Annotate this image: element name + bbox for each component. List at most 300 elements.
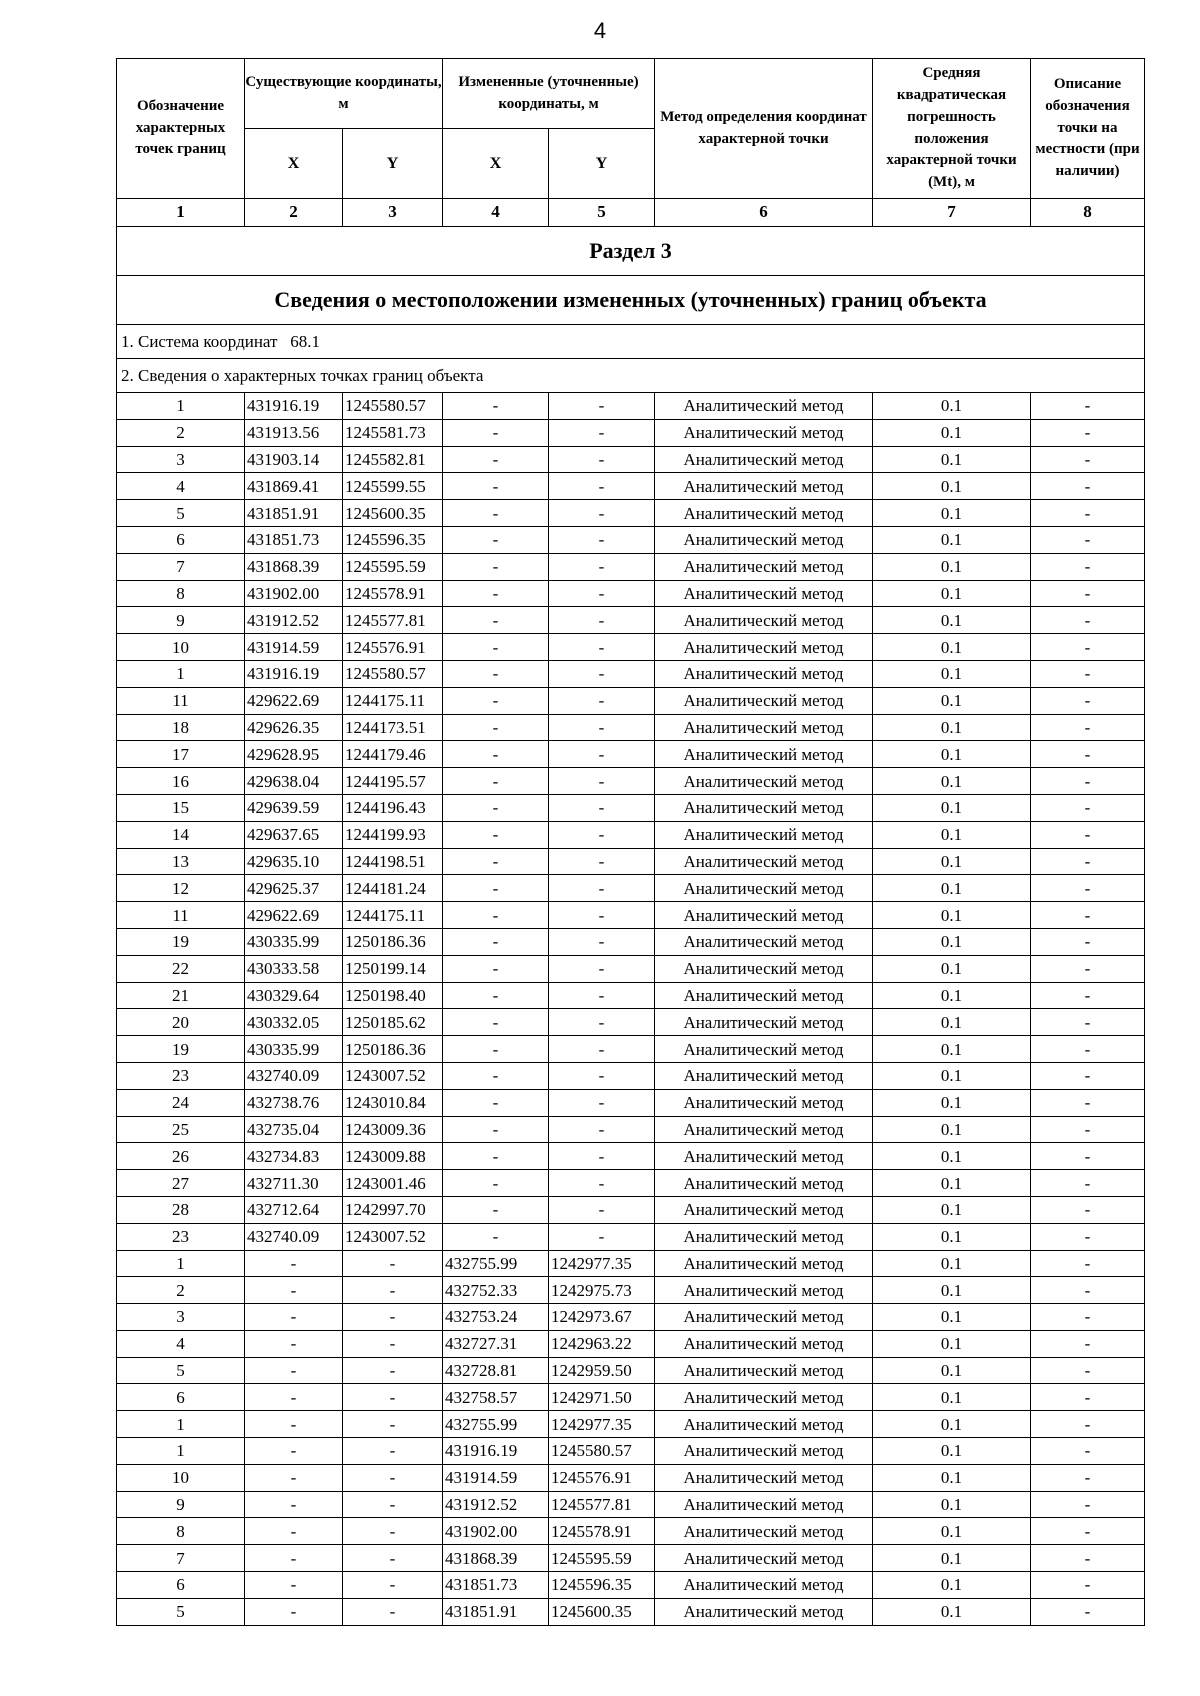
changed-x-cell: - <box>443 607 549 634</box>
header-mean-error: Средняя квадратическая погрешность положения характерной точки (Mt), м <box>873 59 1031 199</box>
header-existing-x: X <box>245 129 343 199</box>
point-id-cell: 9 <box>117 607 245 634</box>
existing-x-cell: 430335.99 <box>245 928 343 955</box>
existing-y-cell: - <box>343 1384 443 1411</box>
mean-error-cell: 0.1 <box>873 553 1031 580</box>
mean-error-cell: 0.1 <box>873 473 1031 500</box>
changed-y-cell: - <box>549 714 655 741</box>
existing-y-cell: 1250185.62 <box>343 1009 443 1036</box>
existing-y-cell: 1244199.93 <box>343 821 443 848</box>
description-cell: - <box>1031 1116 1145 1143</box>
table-row <box>117 634 1145 661</box>
method-cell: Аналитический метод <box>655 446 873 473</box>
description-cell: - <box>1031 1009 1145 1036</box>
method-cell: Аналитический метод <box>655 1036 873 1063</box>
method-cell: Аналитический метод <box>655 1572 873 1599</box>
changed-y-cell: - <box>549 607 655 634</box>
table-row <box>117 1518 1145 1545</box>
method-cell: Аналитический метод <box>655 1009 873 1036</box>
description-cell: - <box>1031 660 1145 687</box>
table-row <box>117 821 1145 848</box>
existing-y-cell: 1245576.91 <box>343 634 443 661</box>
point-id-cell: 11 <box>117 687 245 714</box>
point-id-cell: 16 <box>117 768 245 795</box>
table-row <box>117 768 1145 795</box>
changed-x-cell: - <box>443 848 549 875</box>
point-id-cell: 14 <box>117 821 245 848</box>
existing-y-cell: 1244181.24 <box>343 875 443 902</box>
method-cell: Аналитический метод <box>655 1518 873 1545</box>
mean-error-cell: 0.1 <box>873 500 1031 527</box>
table-row <box>117 1089 1145 1116</box>
existing-x-cell: 429622.69 <box>245 687 343 714</box>
point-id-cell: 2 <box>117 1277 245 1304</box>
existing-x-cell: 429628.95 <box>245 741 343 768</box>
changed-x-cell: - <box>443 473 549 500</box>
existing-y-cell: - <box>343 1330 443 1357</box>
existing-x-cell: - <box>245 1464 343 1491</box>
changed-y-cell: - <box>549 821 655 848</box>
table-row <box>117 1143 1145 1170</box>
changed-x-cell: - <box>443 687 549 714</box>
table-row <box>117 446 1145 473</box>
changed-x-cell: - <box>443 580 549 607</box>
changed-x-cell: 431902.00 <box>443 1518 549 1545</box>
description-cell: - <box>1031 821 1145 848</box>
coord-system-value: 68.1 <box>290 332 320 351</box>
page-number: 4 <box>593 18 607 43</box>
description-cell: - <box>1031 1089 1145 1116</box>
table-row <box>117 875 1145 902</box>
column-number: 2 <box>245 199 343 227</box>
changed-x-cell: - <box>443 526 549 553</box>
changed-y-cell: 1242959.50 <box>549 1357 655 1384</box>
table-row <box>117 1464 1145 1491</box>
existing-x-cell: - <box>245 1384 343 1411</box>
description-cell: - <box>1031 687 1145 714</box>
existing-y-cell: - <box>343 1411 443 1438</box>
existing-x-cell: 430332.05 <box>245 1009 343 1036</box>
mean-error-cell: 0.1 <box>873 982 1031 1009</box>
existing-y-cell: 1243001.46 <box>343 1170 443 1197</box>
mean-error-cell: 0.1 <box>873 902 1031 929</box>
existing-y-cell: - <box>343 1250 443 1277</box>
existing-y-cell: - <box>343 1357 443 1384</box>
existing-x-cell: 431916.19 <box>245 393 343 420</box>
existing-x-cell: 429637.65 <box>245 821 343 848</box>
point-id-cell: 21 <box>117 982 245 1009</box>
changed-y-cell: - <box>549 1116 655 1143</box>
table-row <box>117 526 1145 553</box>
description-cell: - <box>1031 1330 1145 1357</box>
table-row <box>117 1277 1145 1304</box>
existing-x-cell: 429639.59 <box>245 794 343 821</box>
existing-x-cell: 430329.64 <box>245 982 343 1009</box>
mean-error-cell: 0.1 <box>873 1170 1031 1197</box>
point-id-cell: 6 <box>117 526 245 553</box>
changed-y-cell: 1245576.91 <box>549 1464 655 1491</box>
method-cell: Аналитический метод <box>655 1143 873 1170</box>
changed-y-cell: - <box>549 687 655 714</box>
header-changed-coords: Измененные (уточненные) координаты, м <box>443 59 655 129</box>
changed-y-cell: - <box>549 1196 655 1223</box>
method-cell: Аналитический метод <box>655 1089 873 1116</box>
description-cell: - <box>1031 1464 1145 1491</box>
existing-y-cell: - <box>343 1545 443 1572</box>
mean-error-cell: 0.1 <box>873 1384 1031 1411</box>
header-point-designation: Обозначение характерных точек границ <box>117 59 245 199</box>
description-cell: - <box>1031 714 1145 741</box>
point-id-cell: 19 <box>117 1036 245 1063</box>
description-cell: - <box>1031 1250 1145 1277</box>
table-row <box>117 1196 1145 1223</box>
changed-x-cell: - <box>443 660 549 687</box>
point-id-cell: 1 <box>117 1411 245 1438</box>
existing-x-cell: - <box>245 1304 343 1331</box>
changed-x-cell: 431914.59 <box>443 1464 549 1491</box>
point-id-cell: 24 <box>117 1089 245 1116</box>
changed-x-cell: - <box>443 928 549 955</box>
column-number: 8 <box>1031 199 1145 227</box>
description-cell: - <box>1031 446 1145 473</box>
existing-y-cell: 1245599.55 <box>343 473 443 500</box>
changed-x-cell: - <box>443 982 549 1009</box>
point-id-cell: 6 <box>117 1384 245 1411</box>
method-cell: Аналитический метод <box>655 1116 873 1143</box>
description-cell: - <box>1031 1062 1145 1089</box>
changed-y-cell: - <box>549 1036 655 1063</box>
existing-y-cell: 1245582.81 <box>343 446 443 473</box>
description-cell: - <box>1031 1438 1145 1465</box>
changed-x-cell: 432727.31 <box>443 1330 549 1357</box>
method-cell: Аналитический метод <box>655 1598 873 1625</box>
mean-error-cell: 0.1 <box>873 1411 1031 1438</box>
existing-y-cell: 1245595.59 <box>343 553 443 580</box>
changed-y-cell: - <box>549 1062 655 1089</box>
point-id-cell: 9 <box>117 1491 245 1518</box>
existing-y-cell: 1243007.52 <box>343 1062 443 1089</box>
mean-error-cell: 0.1 <box>873 607 1031 634</box>
table-row <box>117 928 1145 955</box>
method-cell: Аналитический метод <box>655 955 873 982</box>
changed-x-cell: 432728.81 <box>443 1357 549 1384</box>
existing-x-cell: 431913.56 <box>245 419 343 446</box>
description-cell: - <box>1031 1491 1145 1518</box>
points-heading-row <box>117 359 1145 393</box>
existing-y-cell: 1245577.81 <box>343 607 443 634</box>
existing-y-cell: 1244198.51 <box>343 848 443 875</box>
method-cell: Аналитический метод <box>655 1277 873 1304</box>
description-cell: - <box>1031 580 1145 607</box>
method-cell: Аналитический метод <box>655 580 873 607</box>
table-body <box>117 393 1145 1626</box>
changed-y-cell: 1242963.22 <box>549 1330 655 1357</box>
existing-x-cell: - <box>245 1250 343 1277</box>
point-id-cell: 25 <box>117 1116 245 1143</box>
changed-y-cell: - <box>549 580 655 607</box>
mean-error-cell: 0.1 <box>873 1116 1031 1143</box>
point-id-cell: 6 <box>117 1572 245 1599</box>
mean-error-cell: 0.1 <box>873 1062 1031 1089</box>
changed-y-cell: 1245580.57 <box>549 1438 655 1465</box>
existing-y-cell: 1245578.91 <box>343 580 443 607</box>
method-cell: Аналитический метод <box>655 526 873 553</box>
changed-y-cell: - <box>549 634 655 661</box>
description-cell: - <box>1031 500 1145 527</box>
method-cell: Аналитический метод <box>655 794 873 821</box>
existing-x-cell: 432734.83 <box>245 1143 343 1170</box>
table-row <box>117 1223 1145 1250</box>
existing-y-cell: - <box>343 1277 443 1304</box>
changed-y-cell: - <box>549 473 655 500</box>
header-changed-y: Y <box>549 129 655 199</box>
changed-y-cell: - <box>549 1170 655 1197</box>
mean-error-cell: 0.1 <box>873 741 1031 768</box>
method-cell: Аналитический метод <box>655 687 873 714</box>
mean-error-cell: 0.1 <box>873 687 1031 714</box>
point-id-cell: 23 <box>117 1223 245 1250</box>
mean-error-cell: 0.1 <box>873 848 1031 875</box>
existing-x-cell: 429638.04 <box>245 768 343 795</box>
method-cell: Аналитический метод <box>655 1384 873 1411</box>
changed-y-cell: - <box>549 928 655 955</box>
header-changed-x: X <box>443 129 549 199</box>
method-cell: Аналитический метод <box>655 1223 873 1250</box>
changed-x-cell: 431851.91 <box>443 1598 549 1625</box>
mean-error-cell: 0.1 <box>873 1572 1031 1599</box>
changed-x-cell: - <box>443 1062 549 1089</box>
description-cell: - <box>1031 928 1145 955</box>
method-cell: Аналитический метод <box>655 553 873 580</box>
existing-x-cell: - <box>245 1545 343 1572</box>
existing-y-cell: - <box>343 1518 443 1545</box>
points-heading: 2. Сведения о характерных точках границ объекта <box>117 359 1145 393</box>
point-id-cell: 12 <box>117 875 245 902</box>
description-cell: - <box>1031 875 1145 902</box>
description-cell: - <box>1031 982 1145 1009</box>
changed-x-cell: - <box>443 875 549 902</box>
column-number: 1 <box>117 199 245 227</box>
method-cell: Аналитический метод <box>655 607 873 634</box>
table-row <box>117 1384 1145 1411</box>
existing-x-cell: 431868.39 <box>245 553 343 580</box>
table-row <box>117 1116 1145 1143</box>
table-row <box>117 955 1145 982</box>
table-row <box>117 393 1145 420</box>
method-cell: Аналитический метод <box>655 928 873 955</box>
column-number-row <box>117 199 1145 227</box>
table-row <box>117 1598 1145 1625</box>
column-number: 5 <box>549 199 655 227</box>
changed-x-cell: 431916.19 <box>443 1438 549 1465</box>
changed-y-cell: - <box>549 660 655 687</box>
mean-error-cell: 0.1 <box>873 1250 1031 1277</box>
point-id-cell: 10 <box>117 1464 245 1491</box>
existing-x-cell: 430333.58 <box>245 955 343 982</box>
mean-error-cell: 0.1 <box>873 1223 1031 1250</box>
table-row <box>117 687 1145 714</box>
table-row <box>117 714 1145 741</box>
changed-y-cell: - <box>549 768 655 795</box>
table-row <box>117 794 1145 821</box>
method-cell: Аналитический метод <box>655 500 873 527</box>
mean-error-cell: 0.1 <box>873 1518 1031 1545</box>
table-row <box>117 1330 1145 1357</box>
method-cell: Аналитический метод <box>655 1438 873 1465</box>
description-cell: - <box>1031 393 1145 420</box>
existing-y-cell: 1244195.57 <box>343 768 443 795</box>
method-cell: Аналитический метод <box>655 1304 873 1331</box>
description-cell: - <box>1031 1223 1145 1250</box>
changed-y-cell: 1245577.81 <box>549 1491 655 1518</box>
changed-x-cell: - <box>443 634 549 661</box>
table-row <box>117 1009 1145 1036</box>
existing-x-cell: - <box>245 1598 343 1625</box>
method-cell: Аналитический метод <box>655 419 873 446</box>
existing-x-cell: - <box>245 1572 343 1599</box>
changed-y-cell: - <box>549 1009 655 1036</box>
method-cell: Аналитический метод <box>655 634 873 661</box>
changed-y-cell: - <box>549 446 655 473</box>
table-row <box>117 902 1145 929</box>
existing-x-cell: 431916.19 <box>245 660 343 687</box>
point-id-cell: 5 <box>117 1598 245 1625</box>
changed-y-cell: - <box>549 526 655 553</box>
method-cell: Аналитический метод <box>655 1062 873 1089</box>
table-row <box>117 1036 1145 1063</box>
description-cell: - <box>1031 1411 1145 1438</box>
description-cell: - <box>1031 1277 1145 1304</box>
changed-y-cell: 1245596.35 <box>549 1572 655 1599</box>
changed-x-cell: - <box>443 1009 549 1036</box>
point-id-cell: 13 <box>117 848 245 875</box>
section-title-row <box>117 227 1145 276</box>
coord-system-label: 1. Система координат <box>121 332 278 351</box>
coord-system <box>117 325 1145 359</box>
section-subtitle-row <box>117 276 1145 325</box>
point-id-cell: 8 <box>117 1518 245 1545</box>
method-cell: Аналитический метод <box>655 714 873 741</box>
mean-error-cell: 0.1 <box>873 393 1031 420</box>
description-cell: - <box>1031 955 1145 982</box>
existing-x-cell: - <box>245 1277 343 1304</box>
description-cell: - <box>1031 768 1145 795</box>
table-row <box>117 982 1145 1009</box>
changed-x-cell: - <box>443 741 549 768</box>
existing-y-cell: 1250186.36 <box>343 1036 443 1063</box>
existing-y-cell: 1245580.57 <box>343 393 443 420</box>
existing-x-cell: 431912.52 <box>245 607 343 634</box>
point-id-cell: 1 <box>117 1250 245 1277</box>
changed-x-cell: 431868.39 <box>443 1545 549 1572</box>
mean-error-cell: 0.1 <box>873 634 1031 661</box>
method-cell: Аналитический метод <box>655 1545 873 1572</box>
changed-x-cell: - <box>443 393 549 420</box>
method-cell: Аналитический метод <box>655 660 873 687</box>
point-id-cell: 7 <box>117 1545 245 1572</box>
mean-error-cell: 0.1 <box>873 580 1031 607</box>
existing-x-cell: 429625.37 <box>245 875 343 902</box>
method-cell: Аналитический метод <box>655 875 873 902</box>
existing-y-cell: - <box>343 1572 443 1599</box>
existing-x-cell: 432735.04 <box>245 1116 343 1143</box>
point-id-cell: 19 <box>117 928 245 955</box>
changed-y-cell: - <box>549 848 655 875</box>
header-description: Описание обозначения точки на местности (при наличии) <box>1031 59 1145 199</box>
point-id-cell: 10 <box>117 634 245 661</box>
mean-error-cell: 0.1 <box>873 1196 1031 1223</box>
method-cell: Аналитический метод <box>655 1196 873 1223</box>
existing-x-cell: - <box>245 1330 343 1357</box>
existing-y-cell: 1243010.84 <box>343 1089 443 1116</box>
changed-x-cell: - <box>443 821 549 848</box>
mean-error-cell: 0.1 <box>873 446 1031 473</box>
changed-y-cell: - <box>549 393 655 420</box>
description-cell: - <box>1031 741 1145 768</box>
method-cell: Аналитический метод <box>655 982 873 1009</box>
method-cell: Аналитический метод <box>655 902 873 929</box>
existing-x-cell: 431914.59 <box>245 634 343 661</box>
table-row <box>117 741 1145 768</box>
table-row <box>117 1491 1145 1518</box>
method-cell: Аналитический метод <box>655 1357 873 1384</box>
changed-x-cell: - <box>443 768 549 795</box>
changed-y-cell: 1242973.67 <box>549 1304 655 1331</box>
mean-error-cell: 0.1 <box>873 794 1031 821</box>
point-id-cell: 4 <box>117 473 245 500</box>
table-row <box>117 607 1145 634</box>
existing-x-cell: - <box>245 1491 343 1518</box>
point-id-cell: 23 <box>117 1062 245 1089</box>
changed-y-cell: 1245600.35 <box>549 1598 655 1625</box>
existing-x-cell: 431902.00 <box>245 580 343 607</box>
existing-x-cell: - <box>245 1357 343 1384</box>
column-number: 7 <box>873 199 1031 227</box>
changed-y-cell: 1242975.73 <box>549 1277 655 1304</box>
header-row <box>117 59 1145 129</box>
description-cell: - <box>1031 634 1145 661</box>
point-id-cell: 3 <box>117 1304 245 1331</box>
method-cell: Аналитический метод <box>655 1250 873 1277</box>
description-cell: - <box>1031 902 1145 929</box>
description-cell: - <box>1031 473 1145 500</box>
existing-y-cell: 1244173.51 <box>343 714 443 741</box>
mean-error-cell: 0.1 <box>873 768 1031 795</box>
point-id-cell: 28 <box>117 1196 245 1223</box>
point-id-cell: 3 <box>117 446 245 473</box>
mean-error-cell: 0.1 <box>873 1598 1031 1625</box>
method-cell: Аналитический метод <box>655 1411 873 1438</box>
point-id-cell: 1 <box>117 660 245 687</box>
existing-x-cell: 429626.35 <box>245 714 343 741</box>
existing-y-cell: 1245580.57 <box>343 660 443 687</box>
existing-y-cell: 1244179.46 <box>343 741 443 768</box>
table-row <box>117 580 1145 607</box>
existing-y-cell: 1243007.52 <box>343 1223 443 1250</box>
changed-y-cell: - <box>549 902 655 929</box>
existing-y-cell: 1245596.35 <box>343 526 443 553</box>
description-cell: - <box>1031 1304 1145 1331</box>
point-id-cell: 20 <box>117 1009 245 1036</box>
changed-y-cell: 1245595.59 <box>549 1545 655 1572</box>
description-cell: - <box>1031 1518 1145 1545</box>
mean-error-cell: 0.1 <box>873 714 1031 741</box>
changed-x-cell: - <box>443 500 549 527</box>
mean-error-cell: 0.1 <box>873 1464 1031 1491</box>
header-method: Метод определения координат характерной точки <box>655 59 873 199</box>
point-id-cell: 1 <box>117 1438 245 1465</box>
description-cell: - <box>1031 1036 1145 1063</box>
